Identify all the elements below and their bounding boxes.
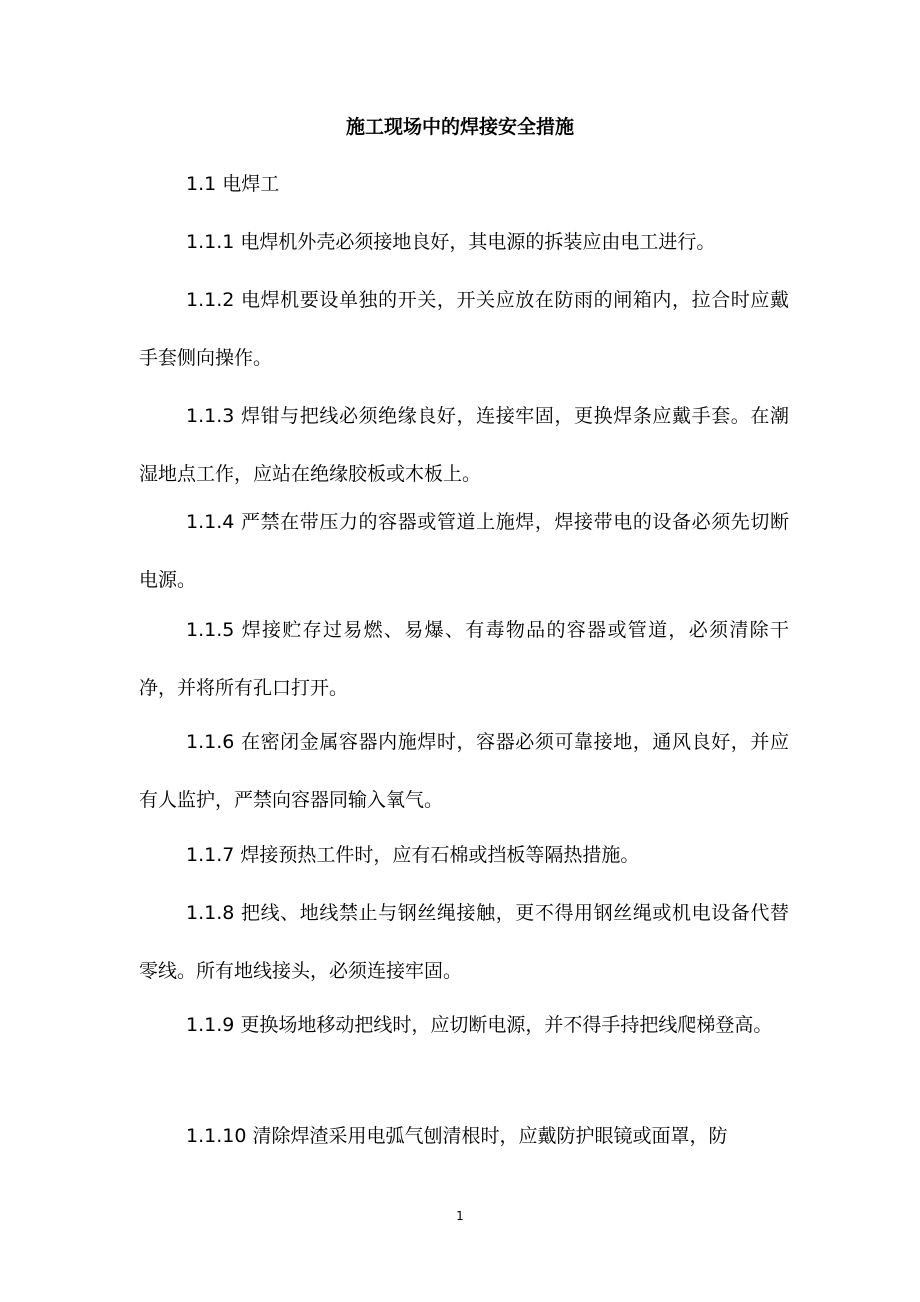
document-title: 施工现场中的焊接安全措施: [345, 116, 574, 138]
paragraph-1-1-3: 1.1.3 焊钳与把线必须绝缘良好，连接牢固，更换焊条应戴手套。在潮湿地点工作，应站在绝缘胶板或木板上。: [139, 405, 789, 485]
paragraph-1-1-2: 1.1.2 电焊机要设单独的开关，开关应放在防雨的闸箱内，拉合时应戴手套侧向操作。: [139, 289, 789, 369]
paragraph-1-1-7: 1.1.7 焊接预热工件时，应有石棉或挡板等隔热措施。: [186, 844, 640, 866]
paragraph-1-1-10: 1.1.10 清除焊渣采用电弧气刨清根时，应戴防护眼镜或面罩，防: [186, 1125, 728, 1147]
paragraph-1-1-5: 1.1.5 焊接贮存过易燃、易爆、有毒物品的容器或管道，必须清除干净，并将所有孔口打开。: [139, 619, 789, 699]
section-heading: 1.1 电焊工: [186, 173, 280, 195]
paragraph-1-1-4: 1.1.4 严禁在带压力的容器或管道上施焊，焊接带电的设备必须先切断电源。: [139, 511, 789, 591]
paragraph-1-1-1: 1.1.1 电焊机外壳必须接地良好，其电源的拆装应由电工进行。: [186, 231, 716, 253]
page-number: 1: [456, 1209, 464, 1223]
paragraph-1-1-9: 1.1.9 更换场地移动把线时，应切断电源，并不得手持把线爬梯登高。: [186, 1014, 773, 1036]
paragraph-1-1-8: 1.1.8 把线、地线禁止与钢丝绳接触，更不得用钢丝绳或机电设备代替零线。所有地线接头，必须连接牢固。: [139, 902, 789, 982]
paragraph-1-1-6: 1.1.6 在密闭金属容器内施焊时，容器必须可靠接地，通风良好，并应有人监护，严禁向容器同输入氧气。: [139, 731, 789, 811]
